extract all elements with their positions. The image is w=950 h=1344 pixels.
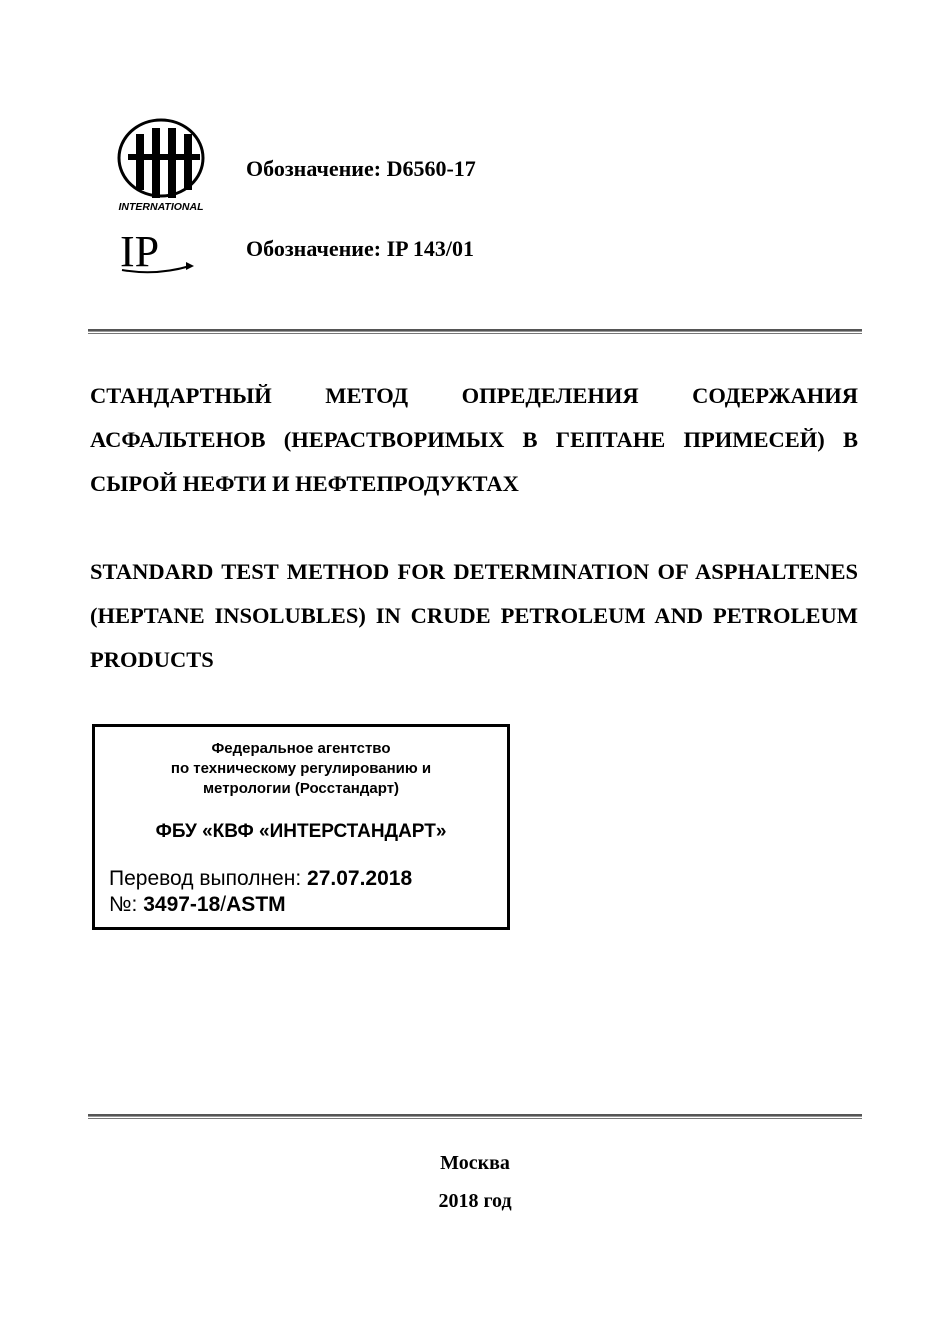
footer-year: 2018 год bbox=[438, 1190, 512, 1212]
bottom-divider bbox=[88, 1114, 862, 1117]
translation-date: 27.07.2018 bbox=[307, 867, 413, 890]
designation-ip: Обозначение: IP 143/01 bbox=[246, 236, 474, 261]
number-label: №: bbox=[109, 893, 138, 916]
stamp-number-line bbox=[109, 893, 286, 917]
translation-label: Перевод выполнен: bbox=[109, 867, 302, 890]
designation-astm: Обозначение: D6560-17 bbox=[246, 156, 476, 181]
stamp-agency-line3: метрологии (Росстандарт) bbox=[202, 780, 400, 797]
astm-international-logo bbox=[108, 118, 214, 212]
ip-logo-letters: IP bbox=[120, 227, 160, 274]
title-english: STANDARD TEST METHOD FOR DETERMINATION OF ASPHALTENES (HEPTANE INSOLUBLES) IN CRUDE PETROLEUM AND PETROLEUM PRODUCTS bbox=[90, 559, 858, 672]
stamp-agency-line1: Федеральное агентство bbox=[211, 740, 391, 757]
translation-stamp bbox=[92, 724, 510, 930]
top-divider bbox=[88, 329, 862, 332]
footer-city: Москва bbox=[440, 1152, 510, 1174]
number-value: 3497-18 bbox=[143, 893, 221, 916]
ip-logo bbox=[116, 226, 198, 274]
stamp-translation-line bbox=[109, 867, 412, 891]
title-russian: СТАНДАРТНЫЙ МЕТОД ОПРЕДЕЛЕНИЯ СОДЕРЖАНИЯ АСФАЛЬТЕНОВ (НЕРАСТВОРИМЫХ В ГЕПТАНЕ ПРИМЕСЕЙ) В СЫРОЙ НЕФТИ И НЕФТЕПРОДУКТАХ bbox=[90, 383, 858, 496]
number-separator: / bbox=[220, 893, 227, 916]
stamp-organization: ФБУ «КВФ «ИНТЕРСТАНДАРТ» bbox=[155, 821, 447, 842]
number-suffix: ASTM bbox=[226, 893, 286, 916]
astm-logo-caption: INTERNATIONAL bbox=[118, 201, 204, 212]
stamp-agency-line2: по техническому регулированию и bbox=[170, 760, 432, 777]
stamp-agency bbox=[95, 739, 507, 799]
